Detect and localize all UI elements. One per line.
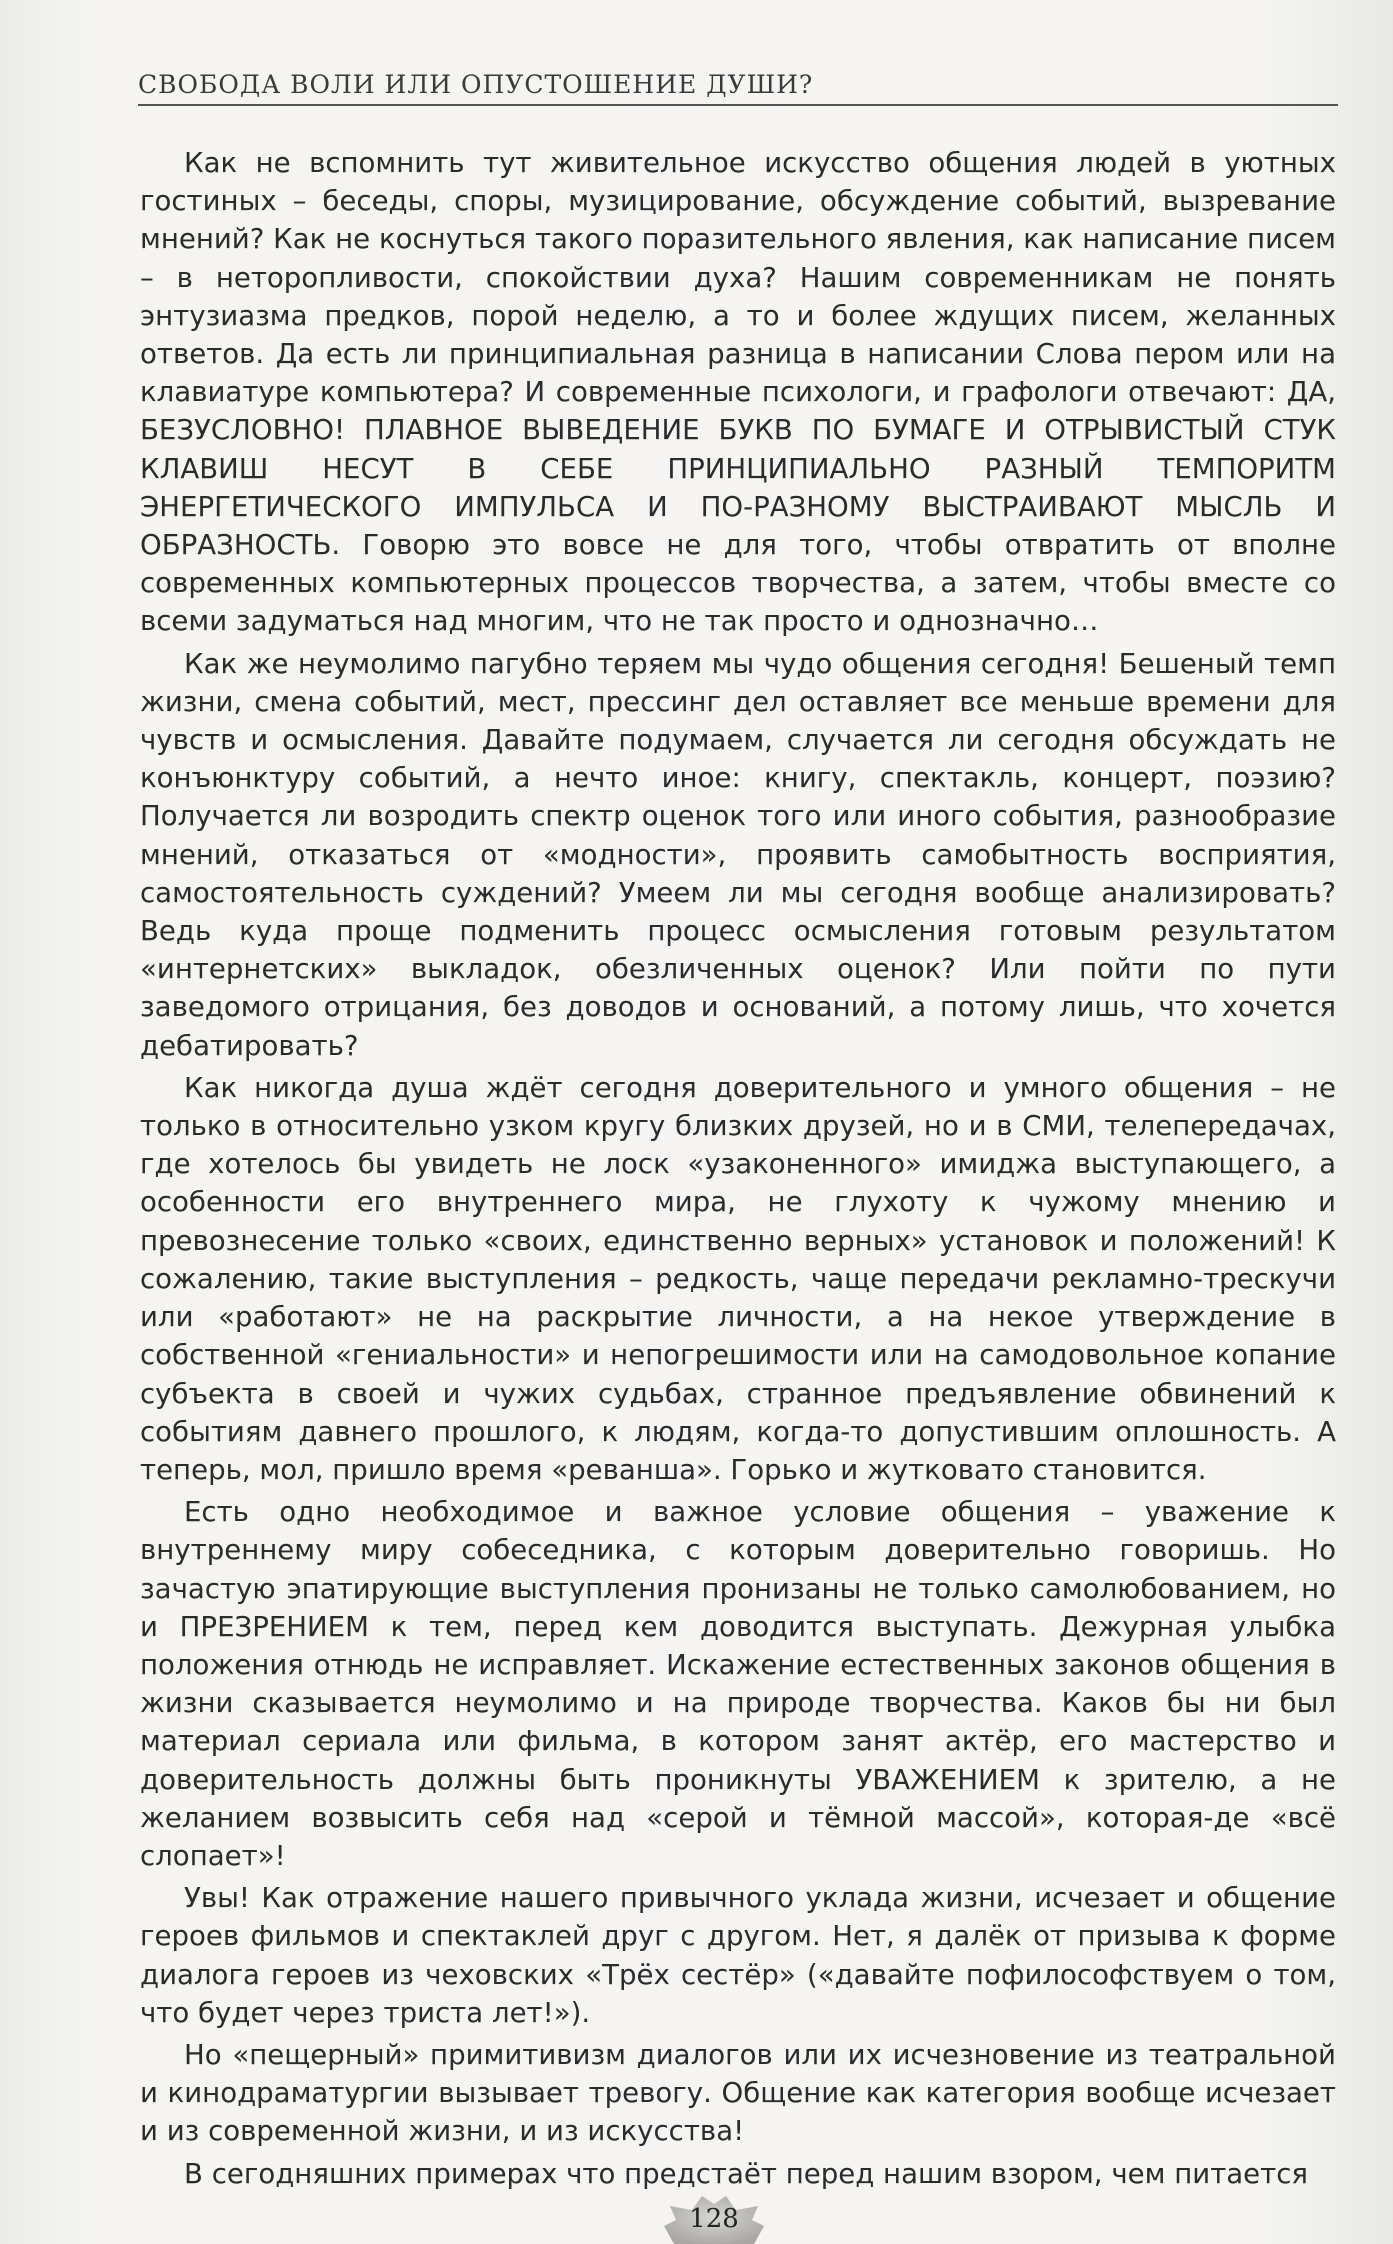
paragraph: Как же неумолимо пагубно теряем мы чудо общения сегодня! Бешеный темп жизни, смена событий, мест, прессинг дел оставляет все меньше времени для чувств и осмысления. Давайте подумаем, случается ли сегодня обсуждать не конъюнктуру событий, а нечто иное: книгу, спектакль, концерт, поэзию? Получается ли возродить спектр оценок того или иного события, разнообразие мнений, отказаться от «модности», проявить самобытность восприятия, самостоятельность суждений? Умеем ли мы сегодня вообще анализировать? Ведь куда проще подменить процесс осмысления готовым результатом «интернетских» выкладок, обезличенных оценок? Или пойти по пути заведомого отрицания, без доводов и оснований, а потому лишь, что хочется дебатировать? (140, 646, 1336, 1062)
page-number-badge (662, 2196, 766, 2244)
running-header: СВОБОДА ВОЛИ ИЛИ ОПУСТОШЕНИЕ ДУШИ? (138, 70, 814, 99)
paragraph: В сегодняшних примерах что предстаёт перед нашим взором, чем питается (184, 2156, 1309, 2190)
paragraph: Увы! Как отражение нашего привычного уклада жизни, исчезает и общение героев фильмов и спектаклей друг с другом. Нет, я далёк от призыва к форме диалога героев из чеховских «Трёх сестёр» («давайте пофилософствуем о том, что будет через триста лет!»). (140, 1881, 1336, 2029)
paragraph: Есть одно необходимое и важное условие общения – уважение к внутреннему миру собеседника, с которым доверительно говоришь. Но зачастую эпатирующие выступления пронизаны не только самолюбованием, но и ПРЕЗРЕНИЕМ к тем, перед кем доводится выступать. Дежурная улыбка положения отнюдь не исправляет. Искажение естественных законов общения в жизни сказывается неумолимо и на природе творчества. Каков бы ни был материал сериала или фильма, в котором занят актёр, его мастерство и доверительность должны быть проникнуты УВАЖЕНИЕМ к зрителю, а не желанием возвысить себя над «серой и тёмной массой», которая-де «всё слопает»! (140, 1495, 1336, 1872)
paragraph: Как никогда душа ждёт сегодня доверительного и умного общения – не только в относительно узком кругу близких друзей, но и в СМИ, телепередачах, где хотелось бы увидеть не лоск «узаконенного» имиджа выступающего, а особенности его внутреннего мира, не глухоту к чужому мнению и превознесение только «своих, единственно верных» установок и положений! К сожалению, такие выступления – редкость, чаще передачи рекламно-трескучи или «работают» не на раскрытие личности, а на некое утверждение в собственной «гениальности» и непогрешимости или на самодовольное копание субъекта в своей и чужих судьбах, странное предъявление обвинений к событиям давнего прошлого, к людям, когда-то допустившим оплошность. А теперь, мол, пришло время «реванша». Горько и жутковато становится. (140, 1070, 1336, 1486)
body-text (140, 144, 1336, 2197)
paragraph: Как не вспомнить тут живительное искусство общения людей в уютных гостиных – беседы, споры, музицирование, обсуждение событий, вызревание мнений? Как не коснуться такого поразительного явления, как написание писем – в неторопливости, спокойствии духа? Нашим современникам не понять энтузиазма предков, порой неделю, а то и более ждущих писем, желанных ответов. Да есть ли принципиальная разница в написании Слова пером или на клавиатуре компьютера? И современные психологи, и графологи отвечают: ДА, БЕЗУСЛОВНО! ПЛАВНОЕ ВЫВЕДЕНИЕ БУКВ ПО БУМАГЕ И ОТРЫВИСТЫЙ СТУК КЛАВИШ НЕСУТ В СЕБЕ ПРИНЦИПИАЛЬНО РАЗНЫЙ ТЕМПОРИТМ ЭНЕРГЕТИЧЕСКОГО ИМПУЛЬСА И ПО-РАЗНОМУ ВЫСТРАИВАЮТ МЫСЛЬ И ОБРАЗНОСТЬ. Говорю это вовсе не для того, чтобы отвратить от вполне современных компьютерных процессов творчества, а затем, чтобы вместе со всеми задуматься над многим, что не так просто и однозначно… (140, 146, 1336, 638)
header-divider (138, 104, 1338, 106)
page-number: 128 (689, 2204, 739, 2234)
paragraph: Но «пещерный» примитивизм диалогов или их исчезновение из театральной и кинодраматургии вызывает тревогу. Общение как категория вообще исчезает и из современной жизни, и из искусства! (140, 2037, 1336, 2148)
